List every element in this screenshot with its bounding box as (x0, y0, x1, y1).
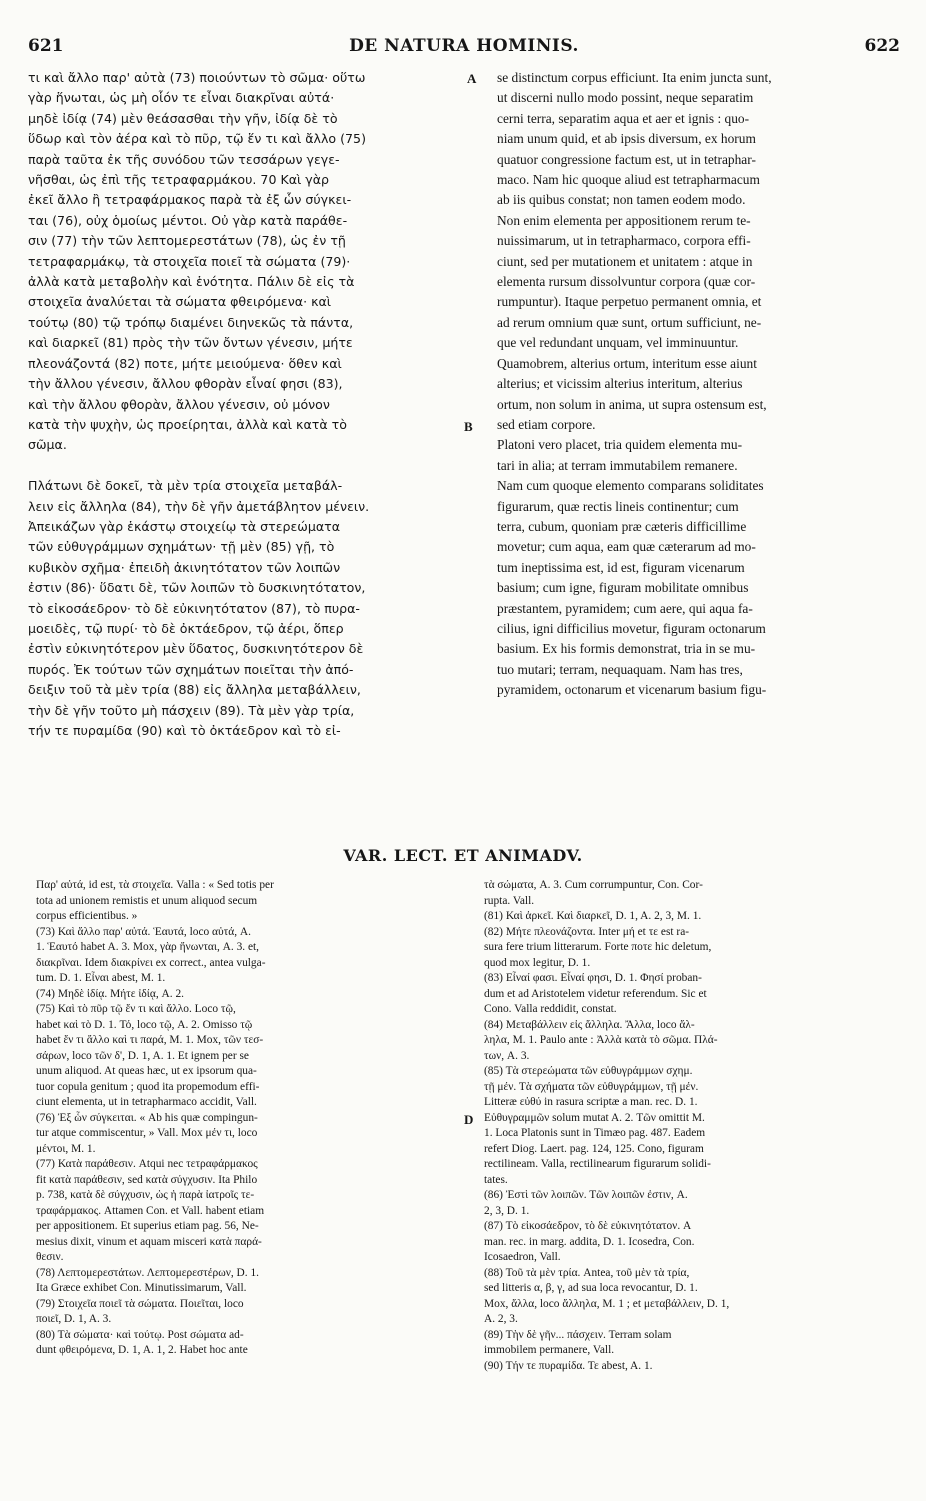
text-line: Non enim elementa per appositionem rerum te- (497, 212, 751, 228)
page-number-right: 622 (864, 36, 900, 56)
text-line: Litteræ εὐθύ in rasura scriptæ a man. rec. D. 1. (484, 1096, 698, 1108)
text-line: niam unum quid, et ab ipsis diversum, ex horum (497, 131, 756, 147)
text-line: ὕδωρ καὶ τὸν ἀέρα καὶ τὸ πῦρ, τῷ ἕν τι καὶ ἄλλο (75) (28, 131, 366, 147)
text-line: νῆσθαι, ὡς ἐπὶ τῆς τετραφαρμάκου. 70 Καὶ γὰρ (28, 172, 330, 188)
text-line: ciunt elementa, ut in tetrapharmaco accidit, Vall. (36, 1096, 257, 1108)
text-line: ab iis quibus constat; non tamen eodem modo. (497, 192, 746, 208)
text-line: τραφάρμακος. Attamen Con. et Vall. habent etiam (36, 1204, 265, 1217)
text-line: Platoni vero placet, tria quidem elementa mu- (497, 437, 743, 453)
text-line: ciunt, sed per mutationem et unitatem : atque in (497, 253, 753, 269)
text-line: cerni terra, separatim aqua et aer et ignis : quo- (497, 110, 750, 126)
text-line: elementa rursum dissolvuntur corpora (quæ cor- (497, 274, 756, 290)
text-line: tuor copula genitum ; quod ita propemodum effi- (36, 1080, 260, 1093)
text-line: tuo mutari; terram, nequaquam. Nam has tres, (497, 661, 743, 677)
text-line: tari in alia; at terram immutabilem remanere. (497, 457, 738, 473)
text-line: basium. Ex his formis demonstrat, tria in se mu- (497, 641, 756, 657)
text-line: μέντοι, M. 1. (36, 1142, 96, 1155)
text-line: (88) Τοῦ τὰ μὲν τρία. Antea, τοῦ μὲν τὰ τρία, (484, 1266, 690, 1279)
text-line: per appositionem. Et superius etiam pag. 56, Ne- (36, 1220, 259, 1232)
text-line: 2, 3, D. 1. (484, 1204, 530, 1217)
text-line: rectilineam. Valla, rectilinearum figurarum solidi- (484, 1158, 711, 1170)
text-line: p. 738, κατὰ δὲ σύγχυσιν, ὡς ἡ παρὰ ἰατροῖς τε- (36, 1189, 255, 1201)
section-title: VAR. LECT. ET ANIMADV. (343, 846, 583, 865)
paragraph-gap (28, 456, 462, 476)
text-line: refert Diog. Laert. pag. 124, 125. Cono, figuram (484, 1142, 704, 1155)
text-line: quatuor congressione factum est, ut in tetraphar- (497, 151, 756, 167)
text-line: Ita Græce exhibet Con. Minutissimarum, Vall. (36, 1282, 247, 1294)
text-line: que vel redundant unquam, vel imminuuntur. (497, 335, 739, 351)
text-line: καὶ διαρκεῖ (81) πρὸς τὴν τῶν ὄντων γένεσιν, μήτε (28, 335, 353, 351)
text-line: τῇ μέν. Τὰ σχήματα τῶν εὐθυγράμμων, τῇ μέν. (484, 1080, 699, 1093)
text-line: πλεονάζοντά (82) ποτε, μήτε μειούμενα· ὅθεν καὶ (28, 355, 342, 371)
text-line: λειν εἰς ἄλληλα (84), τὴν δὲ γῆν ἀμετάβλητον μένειν. (28, 498, 370, 514)
text-line: (83) Εἶναί φασι. Εἶναί φησι, D. 1. Φησί proban- (484, 972, 702, 984)
text-line: κυβικὸν σχῆμα· ἐπειδὴ ἀκινητότατον τῶν λοιπῶν (28, 559, 341, 575)
text-line: σάρων, loco τῶν δ', D. 1, A. 1. Et ignem per se (36, 1049, 249, 1062)
text-line: τὸ εἰκοσάεδρον· τὸ δὲ εὐκινητότατον (87), τὸ πυρα- (28, 600, 360, 616)
text-line: θεσιν. (36, 1251, 64, 1263)
text-line: tates. (484, 1173, 508, 1186)
text-line: τήν τε πυραμίδα (90) καὶ τὸ ὀκτάεδρον καὶ τὸ εἰ- (28, 722, 341, 738)
margin-letter-d: D (464, 1112, 474, 1127)
running-title: DE NATURA HOMINIS. (349, 36, 579, 56)
text-line: σῶμα. (28, 437, 67, 453)
text-line: habet ἕν τι ἄλλο καὶ τι παρά, M. 1. Mox, τῶν τεσ- (36, 1034, 264, 1046)
text-line: πυρός. Ἐκ τούτων τῶν σχημάτων ποιεῖται τὴν ἀπό- (28, 661, 354, 677)
text-line: 1. Ἑαυτό habet A. 3. Mox, γὰρ ἥνωνται, A. 3. et, (36, 941, 260, 953)
text-line: ποιεῖ, D. 1, A. 3. (36, 1313, 112, 1325)
text-line: A. 2, 3. (484, 1313, 518, 1325)
text-line: sed etiam corpore. (497, 416, 596, 432)
text-line: μηδὲ ἰδίᾳ (74) μὲν θεάσασθαι τὴν γῆν, ἰδίᾳ δὲ τὸ (28, 110, 338, 126)
text-line: dunt φθειρόμενα, D. 1, A. 1, 2. Habet hoc ante (36, 1344, 248, 1356)
text-line: ortum, non solum in anima, ut supra ostensum est, (497, 396, 767, 412)
text-line: παρὰ ταῦτα ἐκ τῆς συνόδου τῶν τεσσάρων γεγε- (28, 151, 340, 167)
text-line: sura fere trium litterarum. Forte ποτε hic deletum, (484, 941, 712, 953)
text-line: μοειδὲς, τῷ πυρί· τὸ δὲ ὀκτάεδρον, τῷ ἀέρι, ὅπερ (28, 620, 344, 636)
text-line: mesius dixit, vinum et aquam misceri κατὰ παρά- (36, 1235, 262, 1248)
text-line: (73) Καὶ ἄλλο παρ' αὐτά. Ἑαυτά, loco αὐτά, A. (36, 925, 251, 938)
text-line: ut discerni nullo modo possint, neque separatim (497, 90, 754, 106)
text-line: man. rec. in marg. addita, D. 1. Icosedra, Con. (484, 1235, 695, 1248)
text-line: corpus efficientibus. » (36, 910, 138, 922)
text-line: (81) Καὶ ἀρκεῖ. Καὶ διαρκεῖ, D. 1, A. 2, 3, M. 1. (484, 910, 702, 922)
text-line: τὴν δὲ γῆν τοῦτο μὴ πάσχειν (89). Τὰ μὲν γὰρ τρία, (28, 702, 355, 718)
text-line: habet καὶ τὸ D. 1. Τό, loco τῷ, A. 2. Omisso τῷ (36, 1018, 253, 1031)
text-line: (87) Τὸ εἰκοσάεδρον, τὸ δὲ εὐκινητότατον. A (484, 1220, 692, 1232)
text-line: rumpuntur). Itaque perpetuo permanent omnia, et (497, 294, 762, 310)
text-line: δειξιν τοῦ τὰ μὲν τρία (88) εἰς ἄλληλα μεταβάλλειν, (28, 682, 361, 698)
text-line: των, A. 3. (484, 1049, 530, 1062)
text-line: (89) Τὴν δὲ γῆν... πάσχειν. Terram solam (484, 1328, 672, 1341)
text-line: τῶν εὐθυγράμμων σχημάτων· τῇ μὲν (85) γῇ, τὸ (28, 539, 335, 555)
text-line: (78) Λεπτομερεστάτων. Λεπτομερεστέρων, D. 1. (36, 1266, 260, 1279)
text-line: (76) Ἐξ ὧν σύγκειται. « Ab his quæ compingun- (36, 1111, 258, 1124)
text-line: unum aliquod. At queas hæc, ut ex ipsorum qua- (36, 1065, 257, 1077)
text-line: alterius; et vicissim alterius interitum, alterius (497, 376, 743, 392)
text-line: nuissimarum, ut in tetrapharmaco, corpora effi- (497, 233, 751, 249)
text-line: (85) Τὰ στερεώματα τῶν εὐθυγράμμων σχημ. (484, 1065, 693, 1077)
text-line: ται (76), οὐχ ὁμοίως μέντοι. Οὐ γὰρ κατὰ παράθε- (28, 212, 348, 228)
page-number-left: 621 (28, 36, 64, 56)
text-line: τούτῳ (80) τῷ τρόπῳ διαμένει διηνεκῶς τὰ πάντα, (28, 314, 354, 330)
text-line: rupta. Vall. (484, 894, 535, 907)
text-line: (80) Τὰ σώματα· καὶ τούτῳ. Post σώματα ad- (36, 1328, 244, 1341)
text-line: Icosaedron, Vall. (484, 1251, 561, 1263)
text-line: (75) Καὶ τὸ πῦρ τῷ ἕν τι καὶ ἄλλο. Loco τῷ, (36, 1003, 236, 1015)
text-line: præstantem, pyramidem; cum aere, qui aqua fa- (497, 600, 753, 616)
text-line: (82) Μήτε πλεονάζοντα. Inter μή et τε est ra- (484, 925, 690, 938)
margin-letter-a: A (467, 71, 477, 86)
text-line: γὰρ ἥνωται, ὡς μὴ οἷόν τε εἶναι διακρῖναι αὐτά· (28, 90, 335, 106)
notes-left-column (36, 878, 460, 1359)
text-line: Πλάτωνι δὲ δοκεῖ, τὰ μὲν τρία στοιχεῖα μεταβάλ- (28, 478, 343, 494)
text-line: cilius, igni difficilius movetur, figuram octonarum (497, 620, 766, 636)
text-line: figurarum, quæ rectis lineis continentur; cum (497, 498, 739, 514)
notes-right-column (484, 878, 902, 1374)
text-line: σιν (77) τὴν τῶν λεπτομερεστάτων (78), ὡς ἐν τῇ (28, 233, 346, 249)
text-line: (77) Κατὰ παράθεσιν. Atqui nec τετραφάρμακος (36, 1158, 258, 1170)
text-line: ἐκεῖ ἄλλο ἢ τετραφάρμακος παρὰ τὰ ἐξ ὧν σύγκει- (28, 192, 352, 208)
greek-text-column (28, 68, 462, 741)
text-line: ληλα, M. 1. Paulo ante : Ἀλλὰ κατὰ τὸ σῶμα. Πλά- (484, 1034, 718, 1046)
text-line: 1. Loca Platonis sunt in Timæo pag. 487. Eadem (484, 1127, 706, 1139)
text-line: στοιχεῖα ἀναλύεται τὰ σώματα φθειρόμενα· καὶ (28, 294, 332, 310)
margin-letter-b: B (464, 419, 473, 434)
text-line: Εὐθυγραμμῶν solum mutat A. 2. Τῶν omittit M. (484, 1111, 705, 1124)
text-line: maco. Nam hic quoque aliud est tetrapharmacum (497, 172, 760, 188)
text-line: Quamobrem, alterius ortum, interitum esse aiunt (497, 355, 757, 371)
text-line: Cono. Valla reddidit, constat. (484, 1003, 617, 1015)
text-line: ἐστὶν εὐκινητότερον μὲν ὕδατος, δυσκινητότερον δὲ (28, 641, 364, 657)
text-line: Παρ' αὐτά, id est, τὰ στοιχεῖα. Valla : « Sed totis per (36, 879, 274, 891)
text-line: Ἀπεικάζων γὰρ ἑκάστῳ στοιχείῳ τὰ στερεώματα (28, 518, 341, 534)
text-line: (86) Ἐστὶ τῶν λοιπῶν. Τῶν λοιπῶν ἐστιν, A. (484, 1189, 688, 1201)
text-line: Mox, ἄλλα, loco ἄλληλα, M. 1 ; et μεταβάλλειν, D. 1, (484, 1297, 730, 1310)
text-line: basium; cum igne, figuram mobilitate omnibus (497, 580, 749, 596)
text-line: (79) Στοιχεῖα ποιεῖ τὰ σώματα. Ποιεῖται, loco (36, 1297, 244, 1310)
text-line: διακρῖναι. Idem διακρίνει ex correct., antea vulga- (36, 956, 266, 969)
text-line: tota ad unionem remistis et unum aliquod secum (36, 894, 258, 907)
text-line: (74) Μηδὲ ἰδίᾳ. Μήτε ἰδίᾳ, A. 2. (36, 987, 184, 1000)
text-line: sed litteris α, β, γ, ad sua loca revocantur, D. 1. (484, 1282, 698, 1294)
text-line: terra, cubum, quoniam præ cæteris difficillime (497, 518, 747, 534)
text-line: Nam cum quoque elemento comparans soliditates (497, 478, 764, 494)
text-line: pyramidem, octonarum et vicenarum basium figu- (497, 682, 767, 698)
text-line: fit κατὰ παράθεσιν, sed κατὰ σύγχυσιν. Ita Philo (36, 1173, 258, 1186)
text-line: καὶ τὴν ἄλλου φθορὰν, ἄλλου γένεσιν, οὐ μόνον (28, 396, 330, 412)
text-line: immobilem permanere, Vall. (484, 1344, 615, 1356)
latin-text-column (497, 68, 902, 701)
text-line: quod mox legitur, D. 1. (484, 956, 591, 969)
text-line: ἀλλὰ κατὰ μεταβολὴν καὶ ἑνότητα. Πάλιν δὲ εἰς τὰ (28, 274, 355, 290)
text-line: (90) Τήν τε πυραμίδα. Τε abest, A. 1. (484, 1359, 653, 1372)
text-line: dum et ad Aristotelem videtur referendum. Sic et (484, 987, 707, 1000)
text-line: (84) Μεταβάλλειν εἰς ἄλληλα. Ἄλλα, loco ἄλ- (484, 1018, 695, 1031)
text-line: ἐστιν (86)· ὕδατι δὲ, τῶν λοιπῶν τὸ δυσκινητότατον, (28, 580, 366, 596)
text-line: se distinctum corpus efficiunt. Ita enim juncta sunt, (497, 70, 772, 85)
text-line: tur atque commiscentur, » Vall. Mox μέν τι, loco (36, 1127, 258, 1139)
text-line: κατὰ τὴν ψυχὴν, ὡς προείρηται, ἀλλὰ καὶ κατὰ τὸ (28, 416, 347, 432)
text-line: τετραφαρμάκῳ, τὰ στοιχεῖα ποιεῖ τὰ σώματα (79)· (28, 253, 351, 269)
text-line: ad rerum omnium quæ sunt, ortum sufficiunt, ne- (497, 314, 762, 330)
text-line: τι καὶ ἄλλο παρ' αὐτὰ (73) ποιούντων τὸ σῶμα· οὕτω (28, 70, 366, 85)
text-line: tum ineptissima est, id est, figuram vicenarum (497, 559, 745, 575)
page-header (28, 36, 900, 62)
text-line: τὰ σώματα, A. 3. Cum corrumpuntur, Con. Cor- (484, 879, 703, 891)
text-line: tum. D. 1. Εἶναι abest, M. 1. (36, 972, 166, 984)
text-line: movetur; cum aqua, eam quæ cæterarum ad mo- (497, 539, 756, 555)
text-line: τὴν ἄλλου γένεσιν, ἄλλου φθορὰν εἶναί φησι (83), (28, 376, 343, 392)
